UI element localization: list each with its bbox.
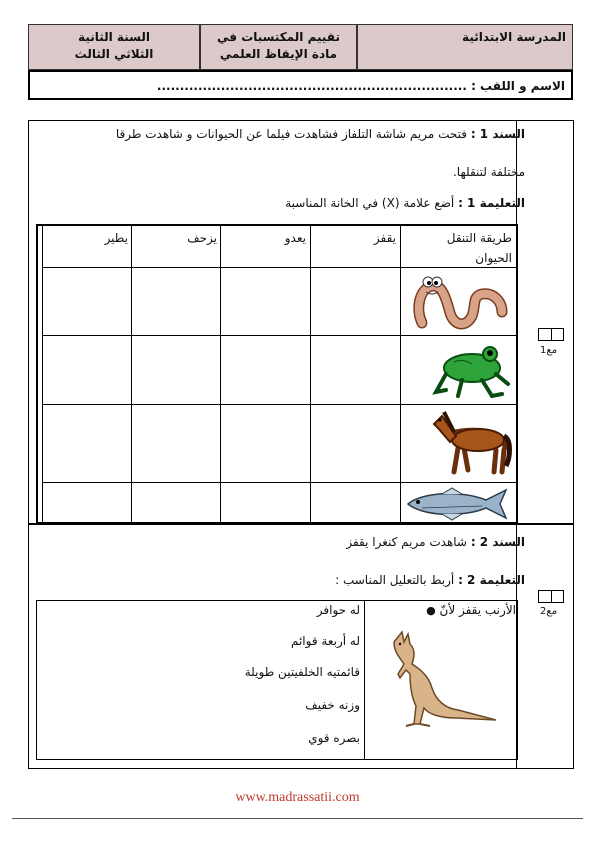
- sanad2: [346, 534, 525, 550]
- school-name-cell: [357, 24, 573, 70]
- sanad1-label: السند 1 :: [470, 127, 525, 141]
- worm-icon: [410, 268, 510, 332]
- reason-option[interactable]: وزنه خفيف: [305, 698, 360, 712]
- footer-rule: [12, 818, 583, 819]
- evaluation-title-cell: [200, 24, 357, 70]
- linking-divider: [364, 600, 365, 760]
- frog-icon: [432, 340, 512, 400]
- criterion1-box[interactable]: [538, 328, 564, 341]
- instruction2: [335, 572, 525, 588]
- year-line1: السنة الثانية: [78, 30, 150, 44]
- sanad1-text2: مختلفة لتنقلها.: [452, 165, 525, 179]
- row-line: [42, 335, 516, 336]
- col-header-crawl: يزحف: [187, 231, 217, 245]
- answer-cell[interactable]: [311, 268, 399, 334]
- instruction1-label: التعليمة 1 :: [458, 196, 525, 210]
- evaluation-title-line2: مادة الإيقاظ العلمي: [219, 47, 338, 61]
- corner-top: طريقة التنقل: [446, 231, 512, 245]
- reason-option[interactable]: له حوافر: [316, 603, 360, 617]
- year-cell: [28, 24, 200, 70]
- instruction2-text: أربط بالتعليل المناسب :: [335, 573, 455, 587]
- statement-text: الأرنب يقفز لأنّ: [439, 603, 516, 617]
- reason-option[interactable]: بصره قوي: [308, 731, 360, 745]
- sanad2-label: السند 2 :: [470, 535, 525, 549]
- year-line2: الثلاثي الثالث: [74, 47, 154, 61]
- kangaroo-icon: [384, 628, 504, 728]
- sanad1: [116, 126, 525, 142]
- col-header-run: يعدو: [284, 231, 306, 245]
- sanad1-text: فتحت مريم شاشة التلفاز فشاهدت فيلما عن الحيوانات و شاهدت طرقا: [115, 127, 467, 141]
- evaluation-title-line1: تقييم المكتسبات في: [217, 30, 340, 44]
- corner-bottom: الحيوان: [475, 251, 512, 265]
- fish-icon: [402, 486, 512, 522]
- instruction2-label: التعليمة 2 :: [458, 573, 525, 587]
- col-header-jump: يقفز: [373, 231, 396, 245]
- link-dot[interactable]: ●: [426, 604, 436, 617]
- instruction1: [285, 195, 525, 211]
- horse-icon: [428, 406, 512, 480]
- row-line: [42, 404, 516, 405]
- footer-url[interactable]: www.madrassatii.com: [235, 790, 360, 805]
- criterion1-label: مع1: [540, 345, 558, 356]
- criterion2-box[interactable]: [538, 590, 564, 603]
- criterion2-label: مع2: [540, 606, 558, 617]
- reason-option[interactable]: له أربعة قوائم: [290, 634, 360, 648]
- col-line: [400, 225, 401, 523]
- row-line: [42, 482, 516, 483]
- name-field[interactable]: [28, 70, 573, 100]
- school-name: المدرسة الابتدائية: [462, 30, 566, 44]
- name-label: الاسم و اللقب : ....................................................................: [156, 79, 565, 93]
- answer-cell[interactable]: [221, 268, 309, 334]
- instruction1-text: أضع علامة (X) في الخانة المناسبة: [285, 196, 455, 210]
- answer-cell[interactable]: [43, 268, 131, 334]
- linking-statement: [370, 602, 516, 619]
- answer-cell[interactable]: [132, 268, 220, 334]
- col-header-fly: يطير: [104, 231, 128, 245]
- reason-option[interactable]: قائمتيه الخلفيتين طويلة: [244, 665, 360, 679]
- sanad2-text: شاهدت مريم كنغرا يقفز: [346, 535, 467, 549]
